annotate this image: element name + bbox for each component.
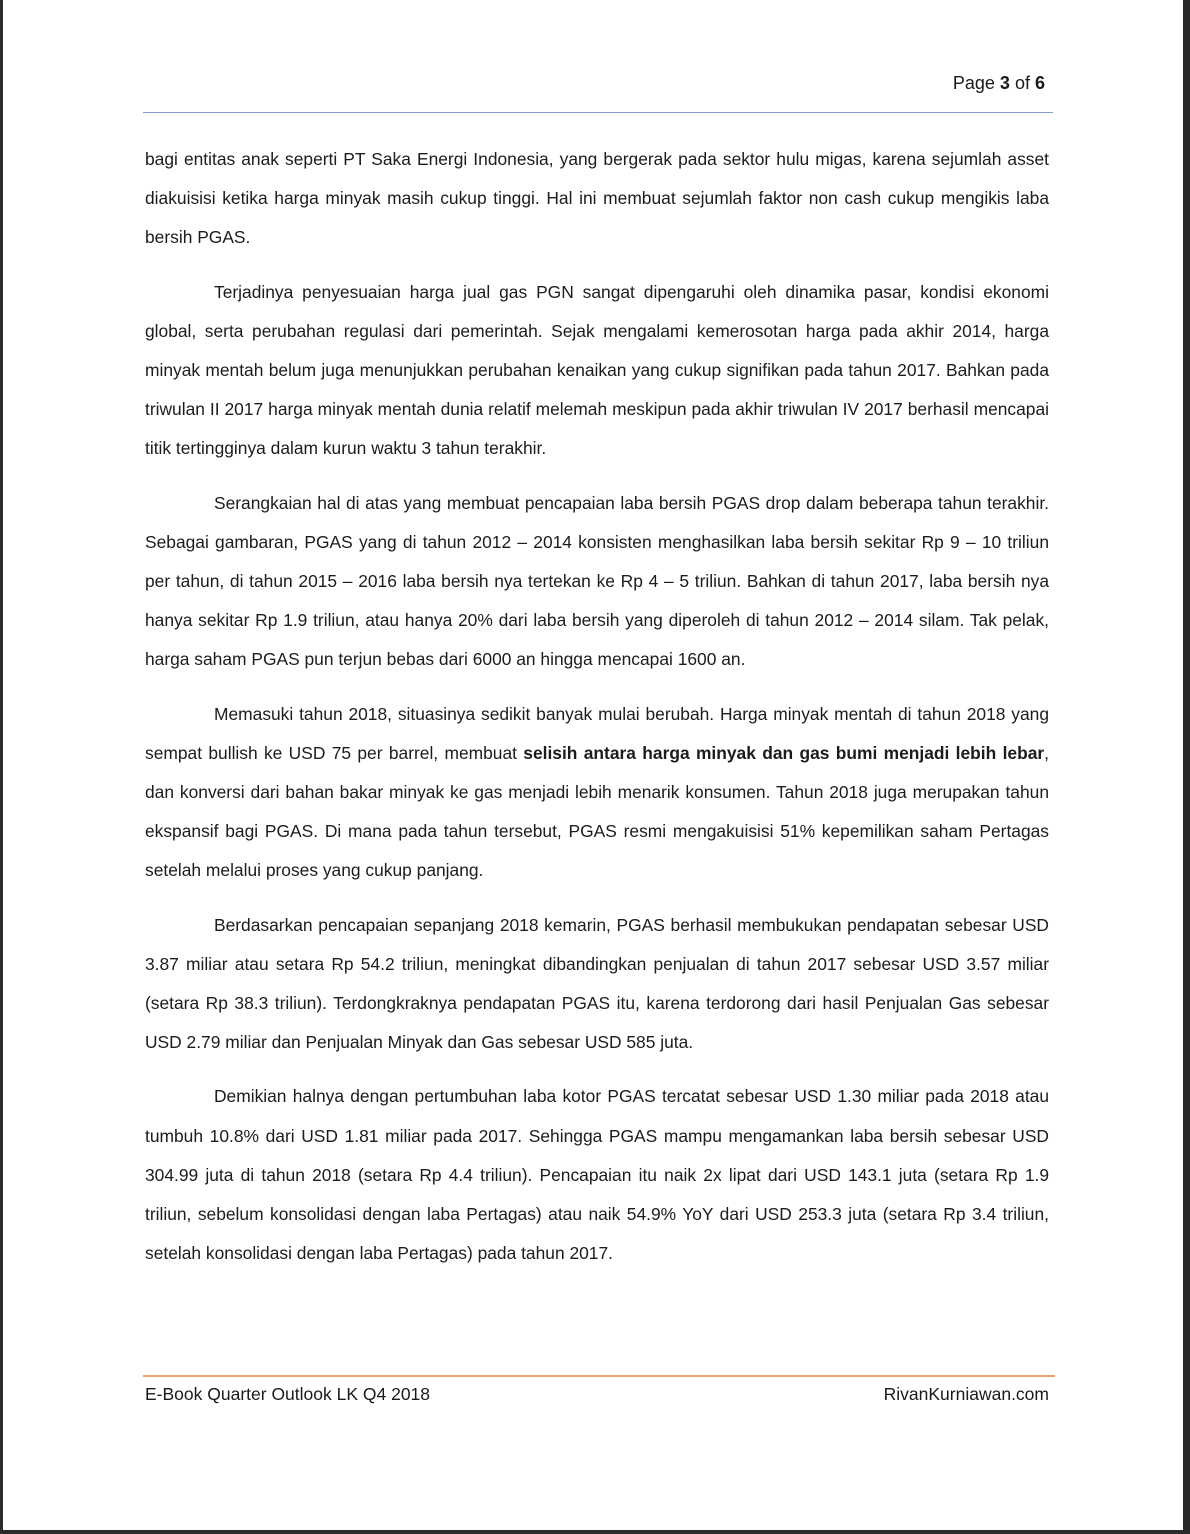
page-current: 3 xyxy=(999,73,1010,93)
document-page xyxy=(3,0,1183,1530)
paragraph-6: Demikian halnya dengan pertumbuhan laba kotor PGAS tercatat sebesar USD 1.30 miliar pada 2018 atau tumbuh 10.8% dari USD 1.81 miliar pada 2017. Sehingga PGAS mampu mengamankan laba bersih sebesar USD 304.99 juta di tahun 2018 (setara Rp 4.4 triliun). Pencapaian itu naik 2x lipat dari USD 143.1 juta (setara Rp 1.9 triliun, sebelum konsolidasi dengan laba Pertagas) atau naik 54.9% YoY dari USD 253.3 juta (setara Rp 3.4 triliun, setelah konsolidasi dengan laba Pertagas) pada tahun 2017. xyxy=(145,1086,1049,1264)
page-number xyxy=(953,73,1045,94)
paragraph-4 xyxy=(145,695,1049,891)
paragraph-4-part-b: , dan konversi dari bahan bakar minyak ke gas menjadi lebih menarik konsumen. Tahun 2018 juga merupakan tahun ekspansif bagi PGAS. Di mana pada tahun tersebut, PGAS resmi mengakuisisi 51% kepemilikan saham Pertagas setelah melalui proses yang cukup panjang. xyxy=(145,742,1049,881)
paragraph-4-part-a: Memasuki tahun 2018, situasinya sedikit banyak mulai berubah. Harga minyak mentah di tahun 2018 yang sempat bullish ke USD 75 per barrel, membuat xyxy=(145,703,1049,763)
footer-website: RivanKurniawan.com xyxy=(883,1384,1049,1404)
paragraph-1: bagi entitas anak seperti PT Saka Energi Indonesia, yang bergerak pada sektor hulu migas, karena sejumlah asset diakuisisi ketika harga minyak masih cukup tinggi. Hal ini membuat sejumlah faktor non cash cukup mengikis laba bersih PGAS. xyxy=(145,149,1049,248)
paragraph-2: Terjadinya penyesuaian harga jual gas PGN sangat dipengaruhi oleh dinamika pasar, kondisi ekonomi global, serta perubahan regulasi dari pemerintah. Sejak mengalami kemerosotan harga pada akhir 2014, harga minyak mentah belum juga menunjukkan perubahan kenaikan yang cukup signifikan pada tahun 2017. Bahkan pada triwulan II 2017 harga minyak mentah dunia relatif melemah meskipun pada akhir triwulan IV 2017 berhasil mencapai titik tertingginya dalam kurun waktu 3 tahun terakhir. xyxy=(145,281,1049,459)
header-divider xyxy=(143,112,1053,113)
page-of: of xyxy=(1014,73,1030,93)
paragraph-5: Berdasarkan pencapaian sepanjang 2018 kemarin, PGAS berhasil membukukan pendapatan sebesar USD 3.87 miliar atau setara Rp 54.2 triliun, meningkat dibandingkan penjualan di tahun 2017 sebesar USD 3.57 miliar (setara Rp 38.3 triliun). Terdongkraknya pendapatan PGAS itu, karena terdorong dari hasil Penjualan Gas sebesar USD 2.79 miliar dan Penjualan Minyak dan Gas sebesar USD 585 juta. xyxy=(145,914,1049,1053)
page-label: Page xyxy=(952,73,995,93)
page-total: 6 xyxy=(1034,73,1045,93)
document-body xyxy=(145,140,1049,1288)
paragraph-3: Serangkaian hal di atas yang membuat pencapaian laba bersih PGAS drop dalam beberapa tahun terakhir. Sebagai gambaran, PGAS yang di tahun 2012 – 2014 konsisten menghasilkan laba bersih sekitar Rp 9 – 10 triliun per tahun, di tahun 2015 – 2016 laba bersih nya tertekan ke Rp 4 – 5 triliun. Bahkan di tahun 2017, laba bersih nya hanya sekitar Rp 1.9 triliun, atau hanya 20% dari laba bersih yang diperoleh di tahun 2012 – 2014 silam. Tak pelak, harga saham PGAS pun terjun bebas dari 6000 an hingga mencapai 1600 an. xyxy=(145,492,1049,670)
footer-title: E-Book Quarter Outlook LK Q4 2018 xyxy=(145,1384,431,1404)
footer-divider xyxy=(143,1375,1055,1377)
paragraph-4-bold: selisih antara harga minyak dan gas bumi menjadi lebih lebar xyxy=(523,742,1045,763)
